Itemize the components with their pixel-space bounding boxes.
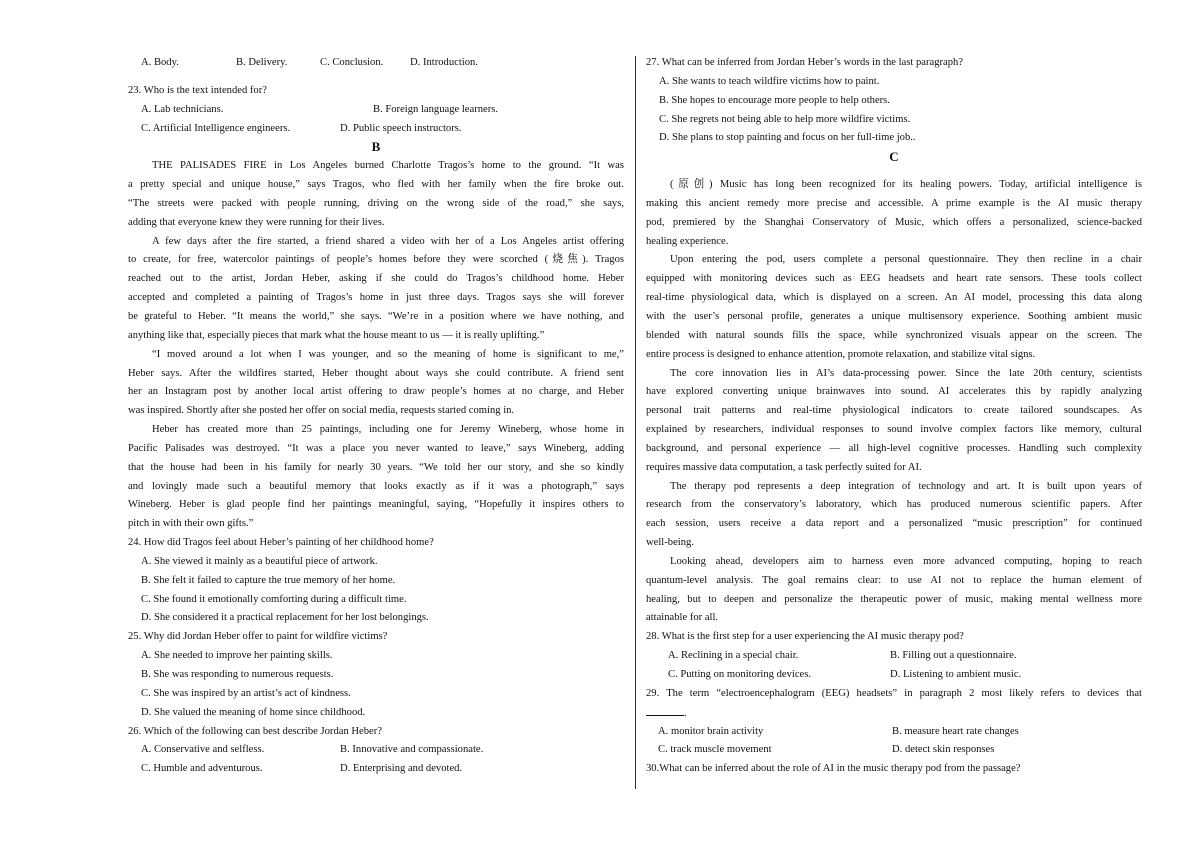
- q28-stem: 28. What is the first step for a user experiencing the AI music therapy pod?: [646, 631, 964, 643]
- text-line: attainable for all.: [646, 612, 719, 624]
- passage-b-paragraph-4: [128, 421, 624, 534]
- passage-b-paragraph-2: [128, 233, 624, 346]
- text-line: A few days after the fire started, a friend shared a video with her of a Los Angeles artist offering: [152, 235, 624, 247]
- q26-option-d[interactable]: D. Enterprising and devoted.: [340, 763, 463, 775]
- text-line: Looking ahead, developers aim to harness even more advanced computing, hoping to reach: [670, 555, 1142, 567]
- text-line: a pretty special and unique house,” says Tragos, who fled with her family when the fire broke out.: [128, 179, 624, 191]
- text-line: blended with natural sounds fills the space, while synchronized visuals appear on the screen. The: [646, 329, 1142, 341]
- q23-options-row1: [128, 101, 624, 120]
- text-line: real-time physiological data, which is displayed on a screen. An AI model, processing this data along: [646, 292, 1142, 304]
- text-line: to create, for free, watercolor paintings of people’s homes before they were scorched (烧焦). Tragos: [128, 254, 624, 266]
- section-c-heading: C: [889, 149, 899, 165]
- text-line: and lovingly made such a beautiful memory that looks exactly as if it was a photograph,” says: [128, 480, 624, 492]
- q24-option-b[interactable]: B. She felt it failed to capture the true memory of her home.: [141, 574, 396, 586]
- text-line: The therapy pod represents a deep integration of technology and art. It is built upon years of: [670, 480, 1142, 492]
- q25-option-a[interactable]: A. She needed to improve her painting skills.: [141, 650, 333, 662]
- q29-blank-line: [646, 704, 1142, 723]
- text-line: accepted and completed a painting of Tragos’s home in just three days. Tragos says she will forever: [128, 292, 624, 304]
- text-line: healing experience.: [646, 235, 729, 247]
- text-line: explained by researchers, individual responses to sound involve complex factors like memory, cultural: [646, 424, 1142, 436]
- text-line: requires massive data computation, a task perfectly suited for AI.: [646, 461, 922, 473]
- passage-c-paragraph-3: [646, 365, 1142, 478]
- q29-stem: 29. The term “electroencephalogram (EEG) headsets” in paragraph 2 most likely refers to devices that: [646, 687, 1142, 699]
- q24-option-d[interactable]: D. She considered it a practical replacement for her lost belongings.: [141, 612, 429, 624]
- q28-option-c[interactable]: C. Putting on monitoring devices.: [668, 669, 812, 680]
- text-line: Upon entering the pod, users complete a personal questionnaire. They then recline in a chair: [670, 254, 1142, 266]
- text-line: adding that everyone knew they were running for their lives.: [128, 216, 385, 228]
- q26: [128, 723, 624, 780]
- q24: [128, 534, 624, 628]
- q27-option-c[interactable]: C. She regrets not being able to help more wildfire victims.: [659, 113, 911, 125]
- text-line: THE PALISADES FIRE in Los Angeles burned Charlotte Tragos’s home to the ground. “It was: [152, 160, 624, 172]
- text-line: background, and personal experience — all high-level cognitive processes. Handling such complexity: [646, 442, 1142, 454]
- q23-option-c[interactable]: C. Artificial Intelligence engineers.: [141, 122, 291, 134]
- passage-b-paragraph-3: [128, 346, 624, 421]
- q25: [128, 628, 624, 722]
- text-line: The core innovation lies in AI’s data-processing power. Since the late 20th century, scientists: [670, 367, 1142, 379]
- text-line: have explored converting unique brainwaves into sound. AI accelerates this by rapidly analyzing: [646, 386, 1142, 398]
- q26-option-a[interactable]: A. Conservative and selfless.: [141, 744, 265, 756]
- text-line: well-being.: [646, 537, 694, 549]
- text-line: anything like that, especially pieces that mark what the house meant to us — it is really uplifting.”: [128, 329, 545, 341]
- q24-stem: 24. How did Tragos feel about Heber’s painting of her childhood home?: [128, 537, 434, 549]
- text-line: quantum-level analysis. The goal remains clear: to use AI not to replace the human element of: [646, 574, 1142, 586]
- q26-option-c[interactable]: C. Humble and adventurous.: [141, 763, 263, 775]
- text-line: personal trait patterns and real-time physiological indicators to create tailored soundscapes. As: [646, 405, 1142, 417]
- passage-b-paragraph-1: [128, 157, 624, 232]
- text-line: research from the conservatory’s laboratory, which has produced numerous scientific papers. After: [646, 499, 1142, 511]
- column-divider: [635, 56, 636, 789]
- q27-option-b[interactable]: B. She hopes to encourage more people to help others.: [659, 94, 890, 106]
- q22-option-a[interactable]: A. Body.: [141, 57, 179, 68]
- q25-option-b[interactable]: B. She was responding to numerous requests.: [141, 669, 334, 680]
- section-b-heading: B: [371, 139, 381, 155]
- text-line: each session, users receive a data report and a personalized “music prescription” for continued: [646, 518, 1142, 530]
- passage-c-paragraph-2: [646, 251, 1142, 364]
- text-line: pitch in with their own gifts.”: [128, 518, 254, 530]
- q27: [646, 54, 1142, 148]
- q22-option-b[interactable]: B. Delivery.: [236, 57, 288, 68]
- text-line: Heber has created more than 25 paintings, including one for Jeremy Wineberg, whose home in: [152, 424, 624, 436]
- q26-stem: 26. Which of the following can best describe Jordan Heber?: [128, 725, 382, 737]
- text-line: was inspired. Shortly after she posted her offer on social media, requests started coming in.: [128, 405, 515, 417]
- q28-option-d[interactable]: D. Listening to ambient music.: [890, 669, 1022, 680]
- text-line: “The streets were packed with people running, driving on the wrong side of the road,” she says,: [128, 197, 624, 209]
- q29-options-row2: [646, 741, 1142, 760]
- text-line: that the house had been in his family for nearly 30 years. “We told her our story, and she so kindly: [128, 461, 624, 473]
- q26-options-row2: [128, 760, 624, 779]
- right-column: [646, 54, 1142, 779]
- text-line: healing, but to deepen and personalize the therapeutic power of music, making mental wellness more: [646, 593, 1142, 605]
- text-line: Heber says. After the wildfires started, Heber thought about ways she could contribute. A friend sent: [128, 367, 624, 379]
- q29-option-c[interactable]: C. track muscle movement: [658, 744, 772, 756]
- text-line: making this ancient remedy more precise and accessible. A prime example is the AI music therapy: [646, 197, 1142, 209]
- q23-stem: 23. Who is the text intended for?: [128, 84, 267, 96]
- q22-option-d[interactable]: D. Introduction.: [410, 57, 478, 68]
- text-line: with the user’s personal profile, generates a unique multisensory experience. Soothing ambient music: [646, 310, 1142, 322]
- q28-option-a[interactable]: A. Reclining in a special chair.: [668, 650, 799, 662]
- q28-options-row1: [646, 647, 1142, 666]
- q27-option-a[interactable]: A. She wants to teach wildfire victims how to paint.: [659, 75, 880, 87]
- q23-options-row2: [128, 120, 624, 139]
- text-line: (原创) Music has long been recognized for its healing powers. Today, artificial intelligence is: [670, 179, 1142, 191]
- text-line: “I moved around a lot when I was younger, and so the meaning of home is significant to me,”: [152, 348, 624, 360]
- text-line: reached out to the artist, Jordan Heber, asking if she could do Tragos’s childhood home. Heber: [128, 273, 624, 285]
- q29-blank-end: .: [684, 707, 687, 719]
- q28-options-row2: [646, 666, 1142, 685]
- q23-option-a[interactable]: A. Lab technicians.: [141, 103, 224, 115]
- q24-option-c[interactable]: C. She found it emotionally comforting during a difficult time.: [141, 593, 407, 605]
- q23-option-d[interactable]: D. Public speech instructors.: [340, 122, 462, 134]
- q29-option-d[interactable]: D. detect skin responses: [892, 744, 995, 756]
- q26-options-row1: [128, 741, 624, 760]
- q23-option-b[interactable]: B. Foreign language learners.: [373, 103, 499, 115]
- q25-option-c[interactable]: C. She was inspired by an artist’s act of kindness.: [141, 687, 351, 699]
- text-line: her an Instagram post by another local artist offering to draw people’s homes at no charge, and Heber: [128, 386, 624, 398]
- text-line: Wineberg. Heber is glad people find her paintings meaningful, saying, “Hopefully it inspires others to: [128, 499, 624, 511]
- text-line: equipped with monitoring devices such as EEG headsets and heart rate sensors. These tools collect: [646, 273, 1142, 285]
- text-line: Pacific Palisades was destroyed. “It was a place you never wanted to leave,” says Wineberg, adding: [128, 442, 624, 454]
- q27-stem: 27. What can be inferred from Jordan Heber’s words in the last paragraph?: [646, 57, 964, 68]
- q27-option-d[interactable]: D. She plans to stop painting and focus on her full-time job..: [659, 132, 916, 144]
- q28-option-b[interactable]: B. Filling out a questionnaire.: [890, 650, 1017, 662]
- left-column: [128, 54, 624, 779]
- q26-option-b[interactable]: B. Innovative and compassionate.: [340, 744, 484, 756]
- text-line: pod, premiered by the Shanghai Conservatory of Music, which offers a personalized, science-backed: [646, 216, 1142, 228]
- q28: [646, 628, 1142, 685]
- passage-c-paragraph-1: [646, 176, 1142, 251]
- passage-c-paragraph-4: [646, 478, 1142, 553]
- q24-option-a[interactable]: A. She viewed it mainly as a beautiful piece of artwork.: [141, 555, 378, 567]
- text-line: entire process is designed to enhance attention, promote relaxation, and stabilize vital signs.: [646, 348, 1036, 360]
- q30-stem: 30.What can be inferred about the role of AI in the music therapy pod from the passage?: [646, 763, 1021, 775]
- q29-options-row1: [646, 723, 1142, 742]
- passage-c-paragraph-5: [646, 553, 1142, 628]
- q25-option-d[interactable]: D. She valued the meaning of home since childhood.: [141, 706, 366, 718]
- q22-option-c[interactable]: C. Conclusion.: [320, 57, 384, 68]
- q25-stem: 25. Why did Jordan Heber offer to paint for wildfire victims?: [128, 631, 388, 643]
- text-line: be grateful to Heber. “It means the world,” she says. “We’re in a position where we have nothing, and: [128, 310, 624, 322]
- answer-blank: [646, 704, 684, 716]
- q29: [646, 685, 1142, 760]
- q22-options: [128, 54, 624, 73]
- q29-option-b[interactable]: B. measure heart rate changes: [892, 725, 1019, 737]
- q29-option-a[interactable]: A. monitor brain activity: [658, 725, 764, 737]
